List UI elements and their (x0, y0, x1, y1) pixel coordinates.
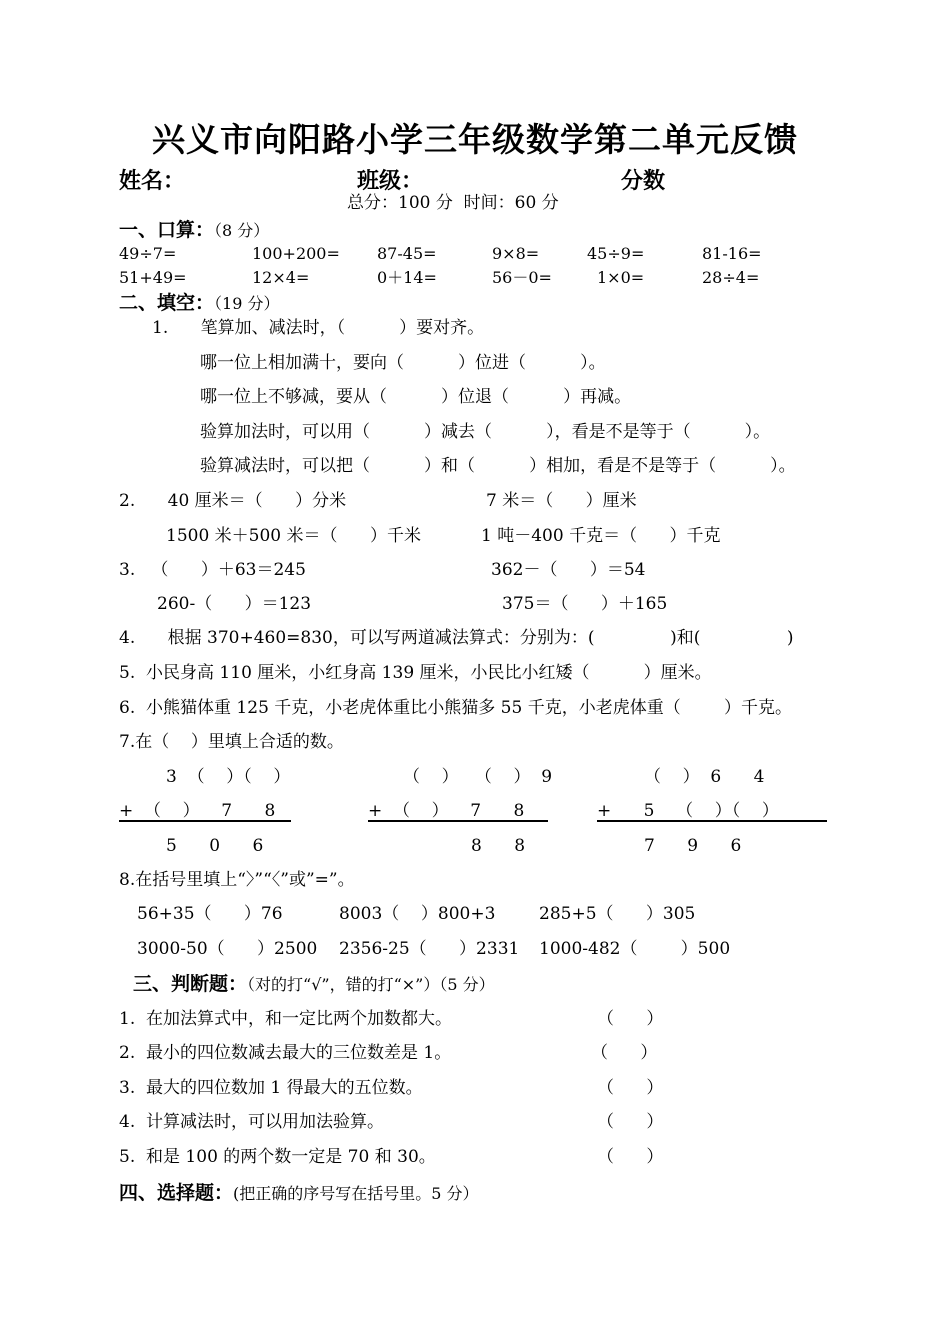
vertical1-underline (119, 820, 291, 822)
section1-heading: 一、口算：（8 分） (119, 219, 270, 241)
calc-item: 12×4= (252, 268, 310, 287)
score-label: 分数 (621, 168, 666, 194)
fill-q2d: 1 吨－400 千克＝（ ）千克 (481, 526, 721, 546)
fill-q6: 6. 小熊猫体重 125 千克，小老虎体重比小熊猫多 55 千克，小老虎体重（ ）千克。 (119, 698, 792, 718)
judge-item-1: 1. 在加法算式中，和一定比两个加数都大。 (119, 1009, 453, 1029)
vertical3-result: 7 9 6 (644, 836, 742, 856)
judge-paren: （ ） (591, 1043, 658, 1063)
calc-item: 9×8= (492, 244, 540, 263)
calc-item: 81-16= (702, 244, 762, 263)
class-label: 班级： (357, 168, 424, 194)
calc-item: 56－0= (492, 268, 552, 287)
fill-q3a: 3. （ ）＋63＝245 (119, 560, 306, 580)
fill-q3d: 375＝（ ）＋165 (502, 594, 668, 614)
fill-q1-line4: 验算加法时，可以用（ ）减去（ ），看是不是等于（ ）。 (200, 422, 771, 442)
calc-item: 28÷4= (702, 268, 760, 287)
total-time-line: 总分：100 分 时间：60 分 (347, 193, 559, 213)
calc-item: 0＋14= (377, 268, 437, 287)
fill-q1-line5: 验算减法时，可以把（ ）和（ ）相加，看是不是等于（ ）。 (200, 456, 796, 476)
judge-paren: （ ） (597, 1009, 664, 1029)
calc-item: 45÷9= (587, 244, 645, 263)
vertical3-underline (597, 820, 827, 822)
fill-q4: 4. 根据 370+460=830，可以写两道减法算式：分别为：( )和( ) (119, 628, 794, 648)
calc-item: 51+49= (119, 268, 187, 287)
fill-q2c: 1500 米＋500 米＝（ ）千米 (166, 526, 421, 546)
judge-item-5: 5. 和是 100 的两个数一定是 70 和 30。 (119, 1147, 436, 1167)
section4-heading: 四、选择题：(把正确的序号写在括号里。5 分） (119, 1182, 479, 1204)
judge-paren: （ ） (597, 1078, 664, 1098)
compare-item: 56+35（ ）76 (137, 904, 283, 924)
vertical1-top: 3 （ ）（ ） (166, 767, 291, 787)
judge-paren: （ ） (597, 1147, 664, 1167)
calc-item: 87-45= (377, 244, 437, 263)
fill-q3c: 260-（ ）＝123 (157, 594, 312, 614)
compare-item: 1000-482（ ）500 (539, 939, 731, 959)
calc-item: 49÷7= (119, 244, 177, 263)
vertical1-result: 5 0 6 (166, 836, 264, 856)
fill-q2a: 2. 40 厘米＝（ ）分米 (119, 491, 347, 511)
calc-item: 1×0= (597, 268, 645, 287)
section2-heading: 二、填空：（19 分） (119, 292, 280, 314)
fill-q8: 8.在括号里填上“〉”“〈”或”=”。 (119, 870, 355, 890)
judge-item-4: 4. 计算减法时，可以用加法验算。 (119, 1112, 385, 1132)
compare-item: 8003（ ）800+3 (339, 904, 496, 924)
fill-q1-line3: 哪一位上不够减，要从（ ）位退（ ）再减。 (200, 387, 632, 407)
vertical2-top: （ ） （ ） 9 (403, 767, 553, 787)
judge-paren: （ ） (597, 1112, 664, 1132)
vertical2-underline (368, 820, 548, 822)
vertical1-mid: + （ ） 7 8 (119, 801, 276, 821)
judge-item-3: 3. 最大的四位数加 1 得最大的五位数。 (119, 1078, 423, 1098)
fill-q7: 7.在（ ）里填上合适的数。 (119, 732, 344, 752)
compare-item: 285+5（ ）305 (539, 904, 696, 924)
fill-q1-line2: 哪一位上相加满十，要向（ ）位进（ ）。 (200, 353, 606, 373)
calc-item: 100+200= (252, 244, 340, 263)
compare-item: 3000-50（ ）2500 (137, 939, 318, 959)
vertical3-top: （ ） 6 4 (644, 767, 765, 787)
compare-item: 2356-25（ ）2331 (339, 939, 520, 959)
name-label: 姓名： (119, 168, 186, 194)
judge-item-2: 2. 最小的四位数减去最大的三位数差是 1。 (119, 1043, 452, 1063)
fill-q5: 5. 小民身高 110 厘米，小红身高 139 厘米，小民比小红矮（ ）厘米。 (119, 663, 712, 683)
vertical2-mid: + （ ） 7 8 (368, 801, 525, 821)
fill-q2b: 7 米＝（ ）厘米 (486, 491, 637, 511)
vertical3-mid: + 5 （ ）（ ） (597, 801, 779, 821)
section3-heading: 三、判断题：（对的打“√”，错的打“×”）（5 分） (133, 973, 495, 995)
fill-q3b: 362－（ ）＝54 (491, 560, 646, 580)
vertical2-result: 8 8 (471, 836, 526, 856)
page-title: 兴义市向阳路小学三年级数学第二单元反馈 (152, 120, 798, 159)
fill-q1-line1: 1. 笔算加、减法时，（ ）要对齐。 (152, 318, 485, 338)
